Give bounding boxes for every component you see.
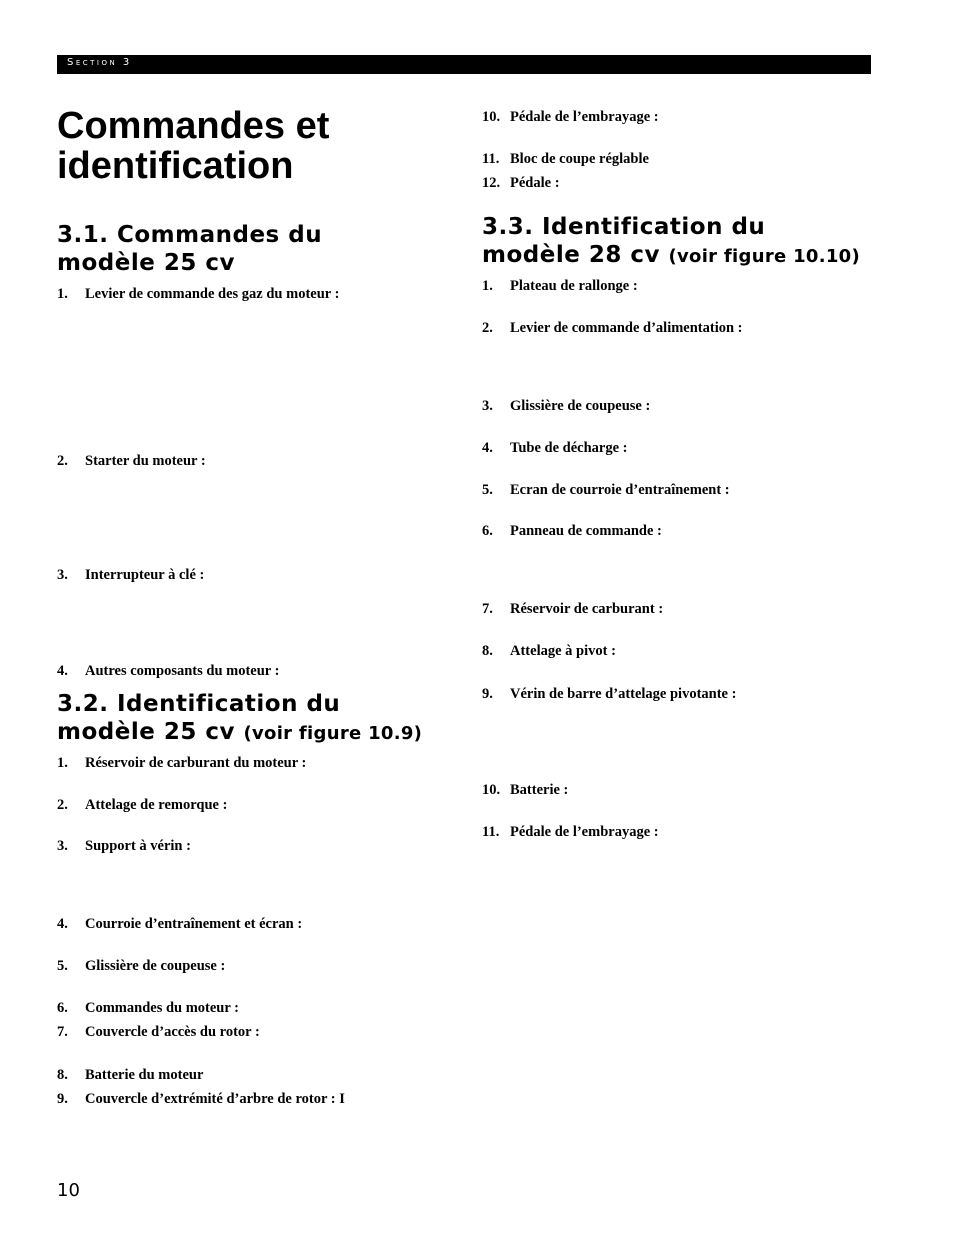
item-text: Pédale de l’embrayage : (510, 824, 659, 840)
list-item (57, 1067, 203, 1084)
item-number: 9. (482, 686, 493, 702)
item-number: 3. (482, 398, 493, 414)
item-text: Starter du moteur : (85, 453, 206, 469)
list-item (482, 278, 638, 295)
section-3-1-heading (57, 221, 322, 277)
item-number: 9. (57, 1091, 68, 1107)
item-text: Réservoir de carburant du moteur : (85, 755, 307, 771)
list-item (482, 320, 743, 337)
item-number: 8. (57, 1067, 68, 1083)
list-item (482, 440, 627, 457)
section-3-2-heading (57, 690, 422, 748)
item-text: Réservoir de carburant : (510, 601, 664, 617)
item-number: 11. (482, 151, 500, 167)
item-number: 1. (57, 755, 68, 771)
list-item (57, 567, 204, 584)
item-text: Autres composants du moteur : (85, 663, 280, 679)
list-item (57, 755, 306, 772)
list-item (57, 838, 191, 855)
item-text: Attelage à pivot : (510, 643, 616, 659)
section-3-1-heading-line-2: modèle 25 cv (57, 250, 235, 276)
item-number: 3. (57, 838, 68, 854)
list-item (482, 824, 659, 841)
item-text: Ecran de courroie d’entraînement : (510, 482, 730, 498)
item-number: 7. (482, 601, 493, 617)
item-text: Levier de commande d’alimentation : (510, 320, 743, 336)
item-number: 1. (482, 278, 493, 294)
item-number: 2. (57, 453, 68, 469)
item-text: Commandes du moteur : (85, 1000, 239, 1016)
item-text: Levier de commande des gaz du moteur : (85, 286, 340, 302)
item-number: 4. (482, 440, 493, 456)
list-item (482, 398, 650, 415)
page-title-line-2: identification (57, 145, 294, 187)
list-item (57, 1000, 239, 1017)
section-3-3-heading (482, 213, 860, 271)
list-item (57, 797, 227, 814)
item-text: Panneau de commande : (510, 523, 662, 539)
item-number: 3. (57, 567, 68, 583)
item-text: Vérin de barre d’attelage pivotante : (510, 686, 737, 702)
section-header-bar (57, 55, 871, 74)
section-3-3-figure-ref: (voir figure 10.10) (668, 246, 861, 267)
item-number: 8. (482, 643, 493, 659)
item-text: Plateau de rallonge : (510, 278, 638, 294)
item-text: Batterie : (510, 782, 569, 798)
list-item (482, 686, 736, 703)
item-text: Pédale : (510, 175, 560, 191)
item-text: Pédale de l’embrayage : (510, 109, 659, 125)
list-item (57, 663, 279, 680)
item-number: 6. (482, 523, 493, 539)
section-3-1-heading-line-1: 3.1. Commandes du (57, 222, 323, 248)
item-text: Attelage de remorque : (85, 797, 228, 813)
item-text: Support à vérin : (85, 838, 191, 854)
list-item (57, 916, 302, 933)
item-number: 10. (482, 782, 501, 798)
item-number: 11. (482, 824, 500, 840)
section-label: Section 3 (67, 57, 132, 68)
item-number: 4. (57, 663, 68, 679)
item-number: 5. (57, 958, 68, 974)
item-number: 2. (482, 320, 493, 336)
item-number: 6. (57, 1000, 68, 1016)
page-title-line-1: Commandes et (57, 105, 330, 147)
list-item (57, 958, 225, 975)
item-text: Bloc de coupe réglable (510, 151, 649, 167)
item-text: Courroie d’entraînement et écran : (85, 916, 303, 932)
item-number: 12. (482, 175, 501, 191)
item-text: Glissière de coupeuse : (510, 398, 651, 414)
item-text: Couvercle d’extrémité d’arbre de rotor : I (85, 1091, 345, 1107)
item-number: 1. (57, 286, 68, 302)
list-item (482, 175, 560, 192)
item-number: 7. (57, 1024, 68, 1040)
list-item (482, 643, 616, 660)
section-3-2-heading-line-2: modèle 25 cv (57, 719, 235, 745)
item-number: 5. (482, 482, 493, 498)
list-item (482, 601, 663, 618)
list-item (482, 151, 649, 168)
item-text: Couvercle d’accès du rotor : (85, 1024, 260, 1040)
item-text: Tube de décharge : (510, 440, 628, 456)
list-item (57, 1091, 345, 1108)
page-title (57, 106, 329, 186)
list-item (482, 482, 730, 499)
item-text: Interrupteur à clé : (85, 567, 205, 583)
section-3-2-heading-line-1: 3.2. Identification du (57, 691, 341, 717)
item-text: Glissière de coupeuse : (85, 958, 226, 974)
list-item (57, 453, 206, 470)
item-number: 10. (482, 109, 501, 125)
list-item (482, 109, 659, 126)
list-item (57, 286, 339, 303)
list-item (57, 1024, 260, 1041)
list-item (482, 523, 662, 540)
item-number: 2. (57, 797, 68, 813)
section-3-2-figure-ref: (voir figure 10.9) (243, 723, 423, 744)
page-number: 10 (57, 1180, 80, 1201)
section-3-3-heading-line-1: 3.3. Identification du (482, 214, 766, 240)
list-item (482, 782, 568, 799)
section-3-3-heading-line-2: modèle 28 cv (482, 242, 660, 268)
item-text: Batterie du moteur (85, 1067, 204, 1083)
item-number: 4. (57, 916, 68, 932)
